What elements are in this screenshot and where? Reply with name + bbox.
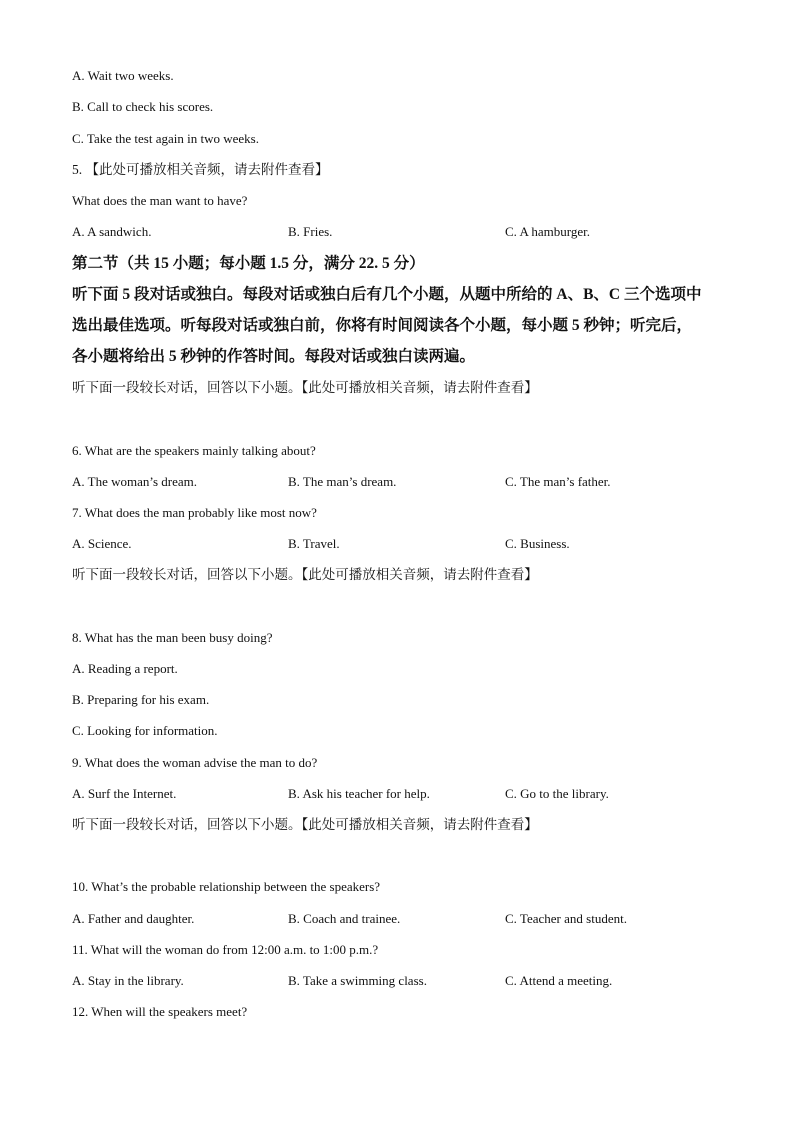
q6-option-b: B. The man’s dream.: [288, 474, 397, 489]
q6-option-c: C. The man’s father.: [505, 474, 611, 489]
q9-option-b: B. Ask his teacher for help.: [288, 786, 430, 801]
q10-question: 10. What’s the probable relationship between the speakers?: [72, 879, 381, 894]
q8-option-b: B. Preparing for his exam.: [72, 692, 210, 707]
section2-title: 第二节（共 15 小题；每小题 1.5 分，满分 22. 5 分）: [72, 255, 425, 272]
q7-option-b: B. Travel.: [288, 536, 340, 551]
q11-option-b: B. Take a swimming class.: [288, 973, 427, 988]
q5-options: [72, 224, 732, 240]
q7-option-c: C. Business.: [505, 536, 570, 551]
q11-question: 11. What will the woman do from 12:00 a.m. to 1:00 p.m.?: [72, 942, 379, 957]
q10-option-b: B. Coach and trainee.: [288, 911, 401, 926]
q8-option-a: A. Reading a report.: [72, 661, 178, 676]
section2-instructions-line2: 选出最佳选项。听每段对话或独白前，你将有时间阅读各个小题，每小题 5 秒钟；听完后，: [72, 317, 693, 334]
q5-question: What does the man want to have?: [72, 193, 248, 208]
q8-question: 8. What has the man been busy doing?: [72, 630, 273, 645]
dialogue3-audio-note: 听下面一段较长对话，回答以下小题。【此处可播放相关音频，请去附件查看】: [72, 817, 538, 832]
q6-options: [72, 474, 732, 490]
q5-audio-note: 5. 【此处可播放相关音频，请去附件查看】: [72, 162, 329, 177]
q7-options: [72, 536, 732, 552]
q11-option-a: A. Stay in the library.: [72, 973, 184, 988]
q4-option-a: A. Wait two weeks.: [72, 68, 174, 83]
q6-option-a: A. The woman’s dream.: [72, 474, 198, 489]
q4-option-b: B. Call to check his scores.: [72, 99, 214, 114]
q11-option-c: C. Attend a meeting.: [505, 973, 613, 988]
q9-options: [72, 786, 732, 802]
q10-options: [72, 911, 732, 927]
q5-option-a: A. A sandwich.: [72, 224, 152, 239]
q9-option-a: A. Surf the Internet.: [72, 786, 177, 801]
section2-instructions-line1: 听下面 5 段对话或独白。每段对话或独白后有几个小题，从题中所给的 A、B、C 三个选项中: [72, 286, 702, 303]
q9-question: 9. What does the woman advise the man to do?: [72, 755, 318, 770]
dialogue2-audio-note: 听下面一段较长对话，回答以下小题。【此处可播放相关音频，请去附件查看】: [72, 567, 538, 582]
q7-question: 7. What does the man probably like most now?: [72, 505, 317, 520]
q10-option-c: C. Teacher and student.: [505, 911, 627, 926]
section2-instructions-line3: 各小题将给出 5 秒钟的作答时间。每段对话或独白读两遍。: [72, 348, 476, 365]
q10-option-a: A. Father and daughter.: [72, 911, 195, 926]
q12-question: 12. When will the speakers meet?: [72, 1004, 248, 1019]
q11-options: [72, 973, 732, 989]
q8-option-c: C. Looking for information.: [72, 723, 218, 738]
q5-option-c: C. A hamburger.: [505, 224, 590, 239]
q4-option-c: C. Take the test again in two weeks.: [72, 131, 259, 146]
q9-option-c: C. Go to the library.: [505, 786, 609, 801]
q7-option-a: A. Science.: [72, 536, 132, 551]
q6-question: 6. What are the speakers mainly talking about?: [72, 443, 316, 458]
dialogue1-audio-note: 听下面一段较长对话，回答以下小题。【此处可播放相关音频，请去附件查看】: [72, 380, 538, 395]
q5-option-b: B. Fries.: [288, 224, 333, 239]
